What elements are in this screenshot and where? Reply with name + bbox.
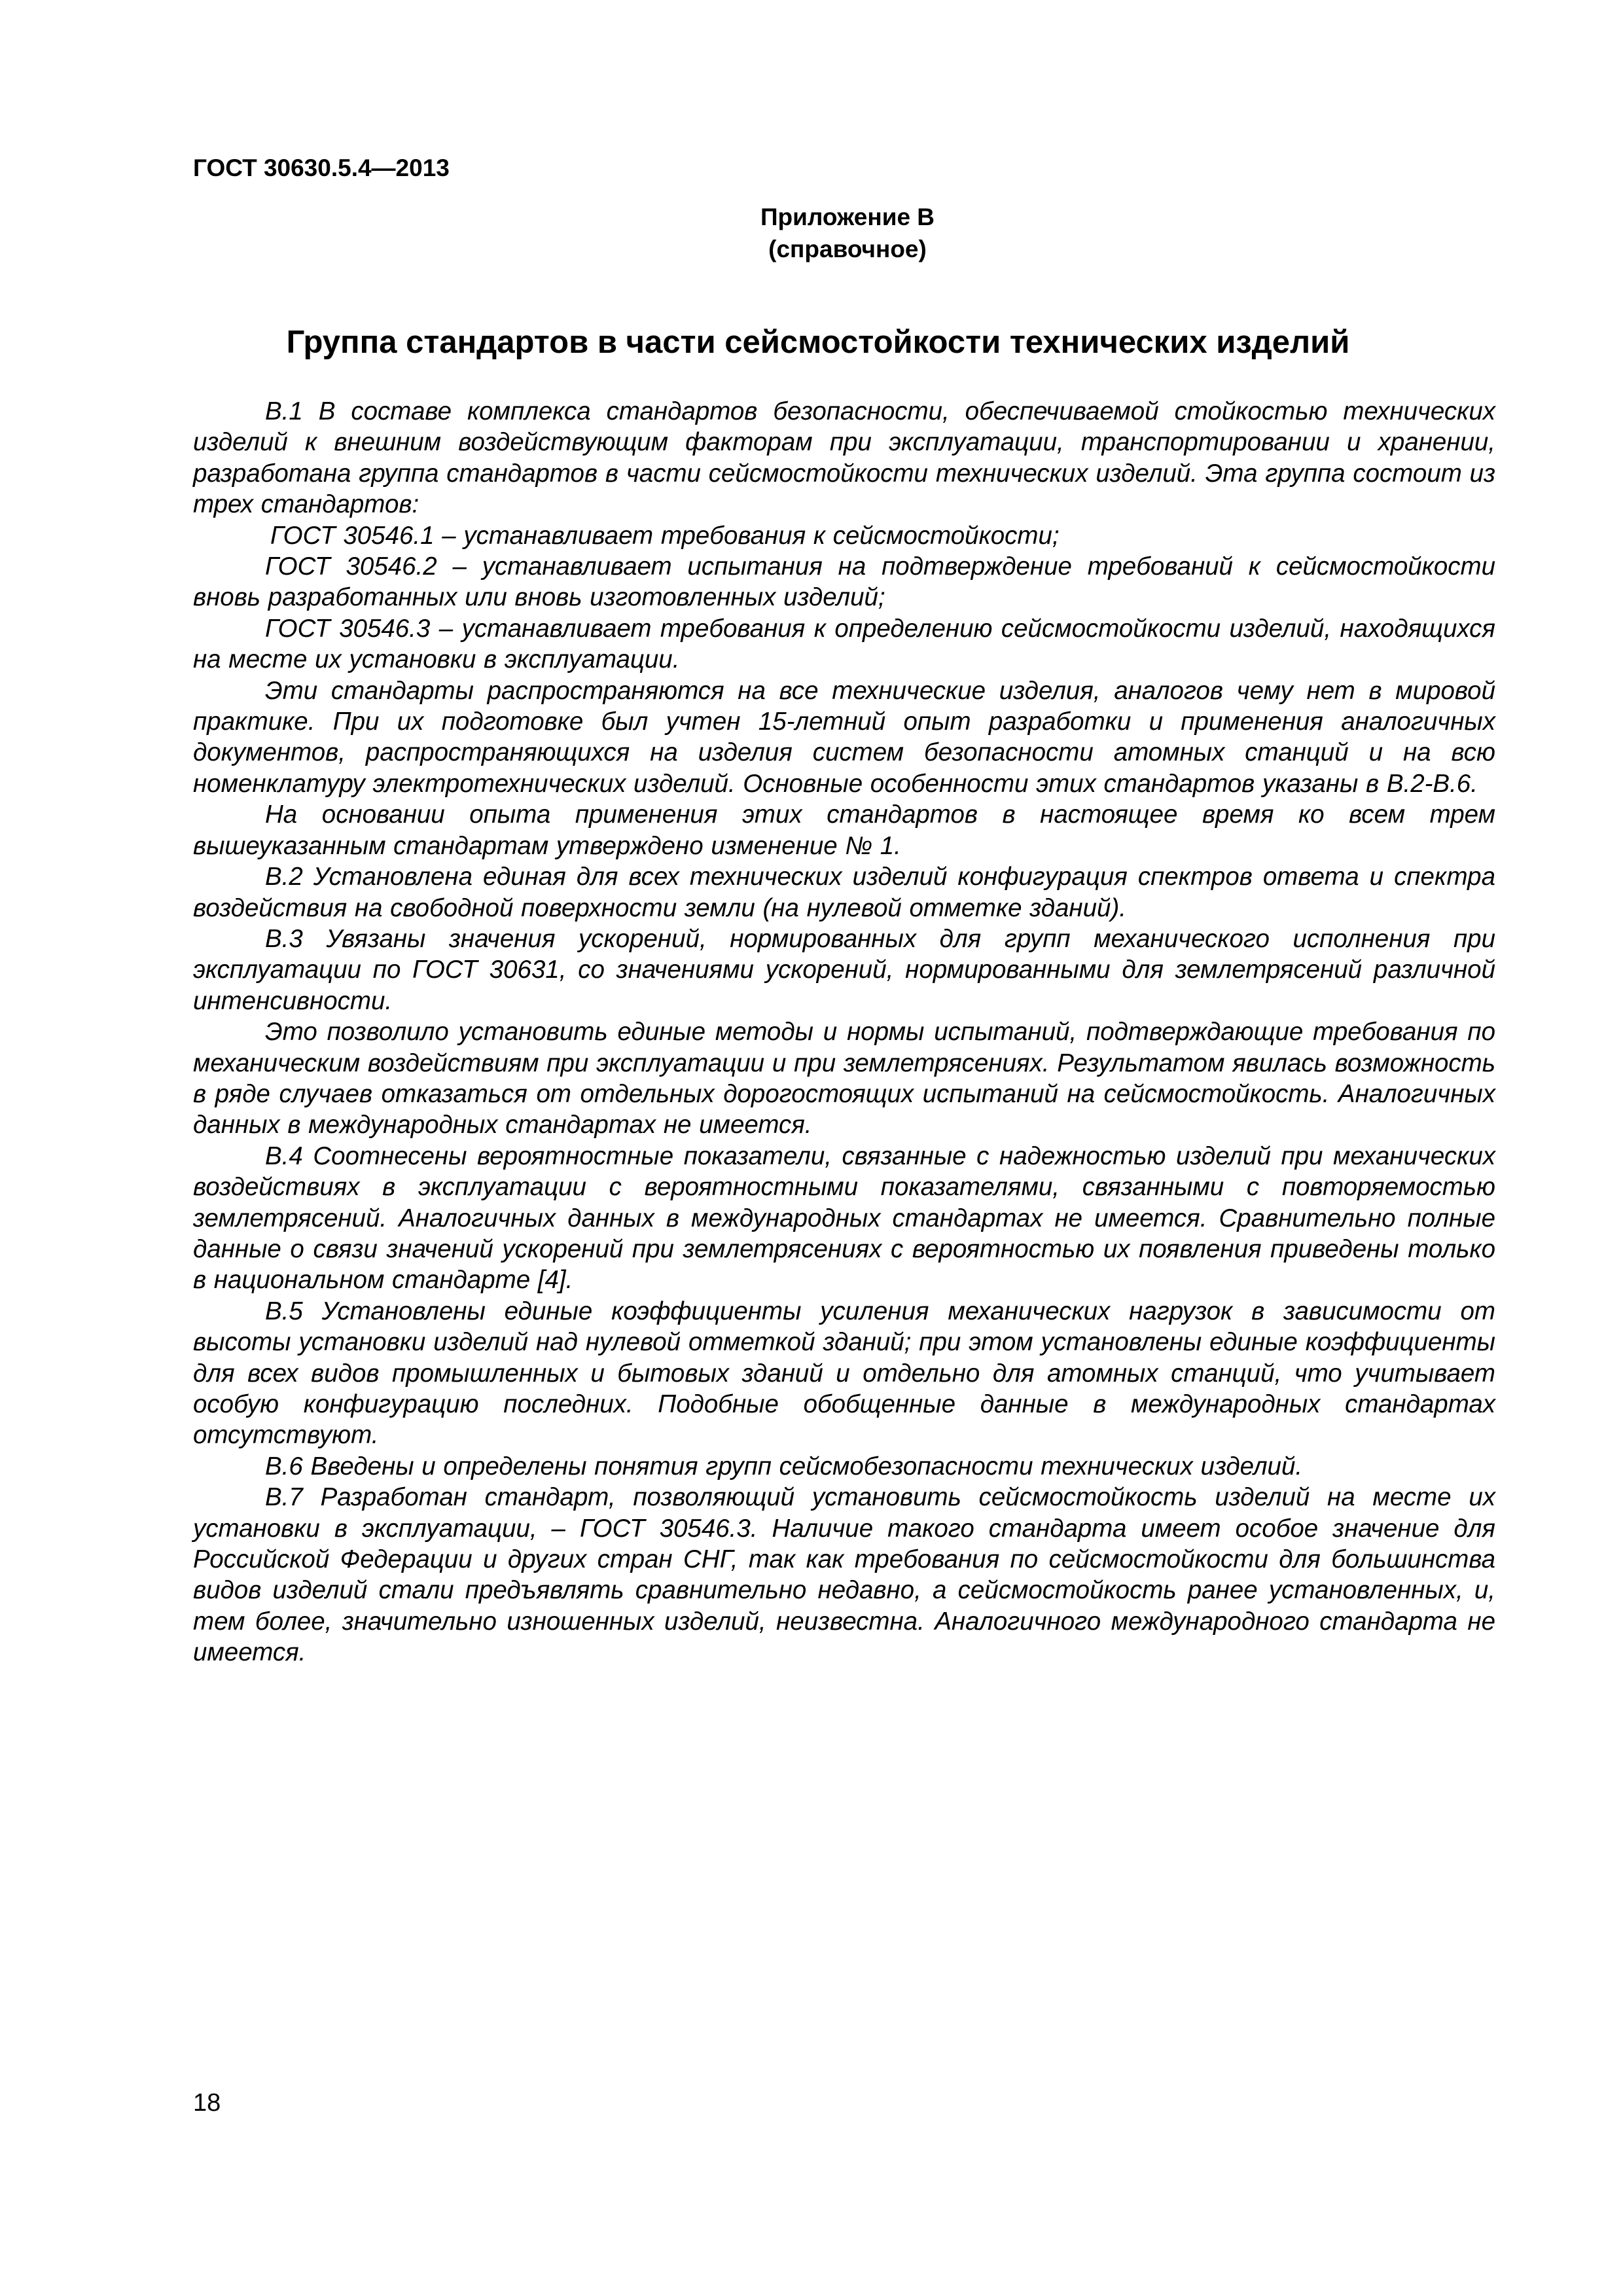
paragraph-standard-3: ГОСТ 30546.3 – устанавливает требования к определению сейсмостойкости изделий, находящихся на месте их установки в эксплуатации. bbox=[193, 614, 1495, 674]
document-code: ГОСТ 30630.5.4—2013 bbox=[193, 154, 450, 181]
annex-title: Приложение В bbox=[760, 204, 935, 230]
paragraph-standard-1: ГОСТ 30546.1 – устанавливает требования к сейсмостойкости; bbox=[270, 521, 1060, 550]
section-title: Группа стандартов в части сейсмостойкости технических изделий bbox=[286, 325, 1350, 360]
annex-type: (справочное) bbox=[768, 236, 927, 262]
paragraph-b3-result: Это позволило установить единые методы и нормы испытаний, подтверждающие требования по механическим воздействиям при эксплуатации и при землетрясениях. Результатом явилась возможность в ряде случаев отказаться от отдельных дорогостоящих испытаний на сейсмостойкость. Аналогичных данных в международных стандартах не имеется. bbox=[193, 1018, 1495, 1139]
paragraph-b6: В.6 Введены и определены понятия групп сейсмобезопасности технических изделий. bbox=[265, 1452, 1303, 1480]
paragraph-standard-2: ГОСТ 30546.2 – устанавливает испытания на подтверждение требований к сейсмостойкости вновь разработанных или вновь изготовленных изделий; bbox=[193, 552, 1495, 612]
page-number: 18 bbox=[193, 2089, 221, 2117]
paragraph-amendment: На основании опыта применения этих стандартов в настоящее время ко всем трем вышеуказанным стандартам утверждено изменение № 1. bbox=[193, 800, 1495, 860]
body-text bbox=[193, 396, 1495, 1668]
paragraph-scope: Эти стандарты распространяются на все технические изделия, аналогов чему нет в мировой практике. При их подготовке был учтен 15-летний опыт разработки и применения аналогичных документов, распространяющихся на изделия систем безопасности атомных станций и на всю номенклатуру электротехнических изделий. Основные особенности этих стандартов указаны в В.2-В.6. bbox=[193, 676, 1495, 798]
paragraph-b7: В.7 Разработан стандарт, позволяющий установить сейсмостойкость изделий на месте их установки в эксплуатации, – ГОСТ 30546.3. Наличие такого стандарта имеет особое значение для Российской Федерации и других стран СНГ, так как требования по сейсмостойкости для большинства видов изделий стали предъявлять сравнительно недавно, а сейсмостойкость ранее установленных, и, тем более, значительно изношенных изделий, неизвестна. Аналогичного международного стандарта не имеется. bbox=[193, 1483, 1495, 1667]
paragraph-b1-intro: В.1 В составе комплекса стандартов безопасности, обеспечиваемой стойкостью технических изделий к внешним воздействующим факторам при эксплуатации, транспортировании и хранении, разработана группа стандартов в части сейсмостойкости технических изделий. Эта группа состоит из трех стандартов: bbox=[193, 397, 1495, 519]
paragraph-b5: В.5 Установлены единые коэффициенты усиления механических нагрузок в зависимости от высоты установки изделий над нулевой отметкой зданий; при этом установлены единые коэффициенты для всех видов промышленных и бытовых зданий и отдельно для атомных станций, что учитывает особую конфигурацию последних. Подобные обобщенные данные в международных стандартах отсутствуют. bbox=[193, 1297, 1495, 1450]
paragraph-b4: В.4 Соотнесены вероятностные показатели, связанные с надежностью изделий при механических воздействиях в эксплуатации с вероятностными показателями, связанными с повторяемостью землетрясений. Аналогичных данных в международных стандартах не имеется. Сравнительно полные данные о связи значений ускорений при землетрясениях с вероятностью их появления приведены только в национальном стандарте [4]. bbox=[193, 1141, 1495, 1295]
paragraph-b3: В.3 Увязаны значения ускорений, нормированных для групп механического исполнения при эксплуатации по ГОСТ 30631, со значениями ускорений, нормированными для землетрясений различной интенсивности. bbox=[193, 924, 1495, 1015]
paragraph-b2: В.2 Установлена единая для всех технических изделий конфигурация спектров ответа и спектра воздействия на свободной поверхности земли (на нулевой отметке зданий). bbox=[193, 863, 1495, 922]
